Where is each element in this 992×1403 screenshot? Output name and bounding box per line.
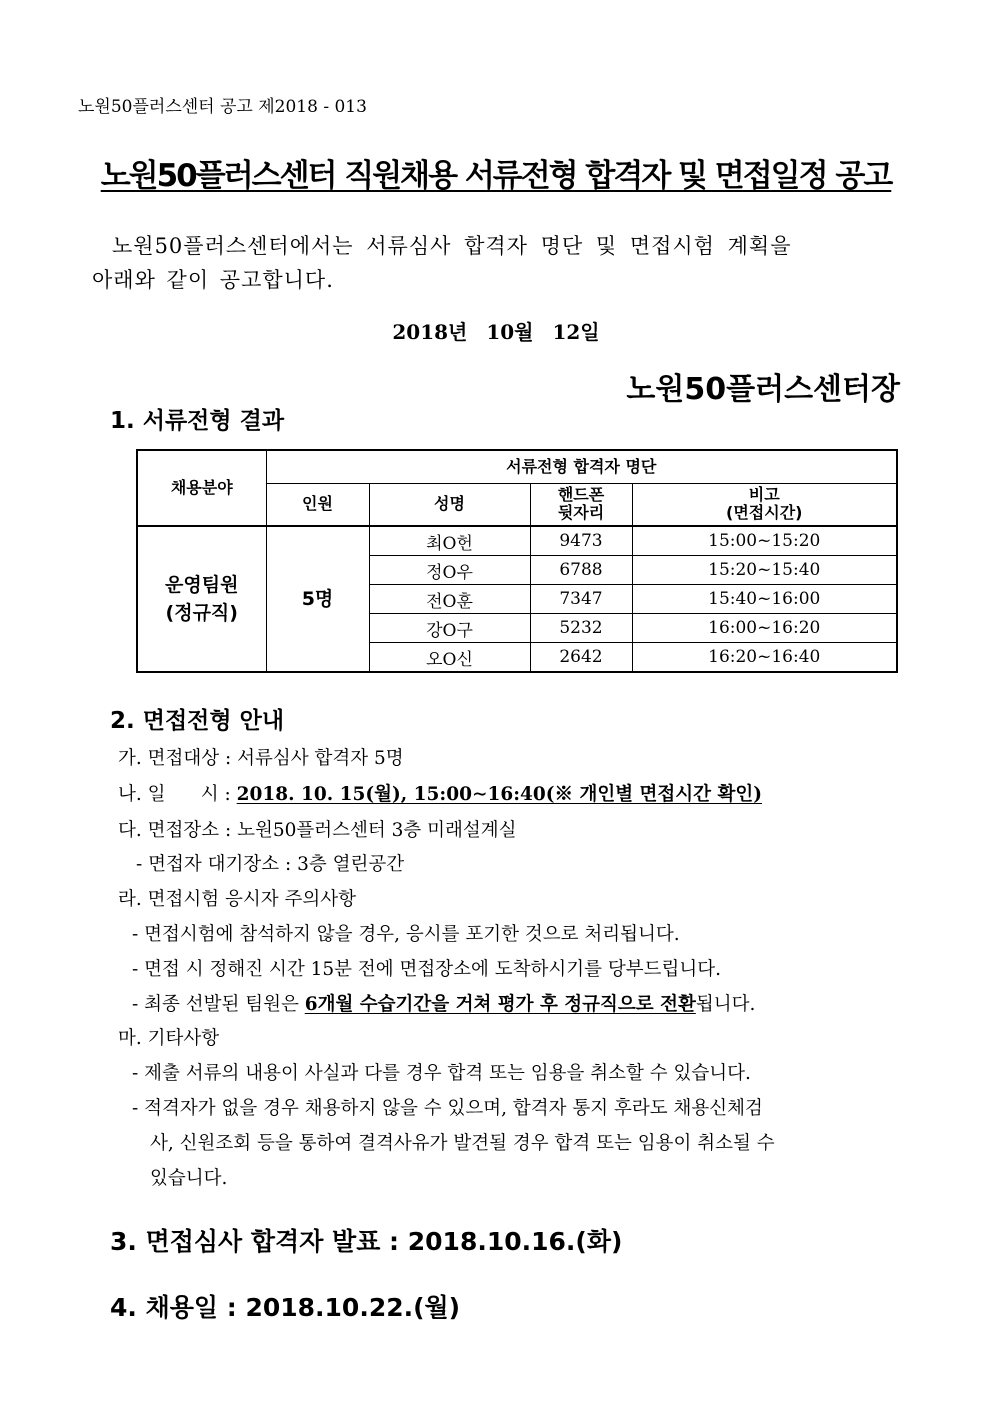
intro-line-1: 노원50플러스센터에서는 서류심사 합격자 명단 및 면접시험 계획을 — [112, 234, 792, 258]
col-header-field: 채용분야 — [137, 450, 266, 526]
col-header-name: 성명 — [369, 483, 530, 526]
item-d3-emphasis: 6개월 수습기간을 거쳐 평가 후 정규직으로 전환 — [304, 994, 696, 1015]
item-d3 — [132, 990, 755, 1016]
cell-time: 15:40~16:00 — [632, 585, 897, 614]
cell-time: 16:00~16:20 — [632, 614, 897, 643]
signer: 노원50플러스센터장 — [626, 372, 900, 407]
item-d3-pre: - 최종 선발된 팀원은 — [132, 994, 305, 1015]
cell-name: 최O헌 — [369, 526, 530, 556]
cell-phone: 6788 — [530, 556, 632, 585]
cell-name: 전O훈 — [369, 585, 530, 614]
item-d: 라. 면접시험 응시자 주의사항 — [118, 889, 356, 910]
item-b — [118, 780, 762, 806]
section-1-heading: 1. 서류전형 결과 — [110, 408, 285, 434]
cell-name: 오O신 — [369, 643, 530, 673]
field-line-1: 운영팀원 — [165, 574, 239, 596]
item-c-sub: - 면접자 대기장소 : 3층 열린공간 — [136, 854, 405, 875]
cell-phone: 2642 — [530, 643, 632, 673]
page-title — [0, 150, 992, 195]
document-number: 노원50플러스센터 공고 제2018 - 013 — [78, 97, 367, 117]
item-b-value: 2018. 10. 15(월), 15:00∼16:40(※ 개인별 면접시간 확인) — [236, 784, 762, 805]
section-2-heading: 2. 면접전형 안내 — [110, 708, 285, 734]
cell-count: 5명 — [266, 526, 369, 672]
item-d1: - 면접시험에 참석하지 않을 경우, 응시를 포기한 것으로 처리됩니다. — [132, 924, 680, 945]
cell-name: 강O구 — [369, 614, 530, 643]
intro-line-2: 아래와 같이 공고합니다. — [92, 268, 334, 292]
cell-phone: 7347 — [530, 585, 632, 614]
col-header-phone-line2: 뒷자리 — [557, 503, 605, 523]
cell-field — [137, 526, 266, 672]
col-header-phone-line1: 핸드폰 — [557, 485, 605, 505]
item-d2: - 면접 시 정해진 시간 15분 전에 면접장소에 도착하시기를 당부드립니다. — [132, 959, 721, 980]
item-a: 가. 면접대상 : 서류심사 합격자 5명 — [118, 748, 404, 769]
announcement-date: 2018년 10월 12일 — [392, 320, 600, 344]
item-e1: - 제출 서류의 내용이 사실과 다를 경우 합격 또는 임용을 취소할 수 있습니다. — [132, 1063, 751, 1084]
col-header-note — [632, 483, 897, 526]
item-d3-post: 됩니다. — [695, 994, 756, 1015]
col-header-count: 인원 — [266, 483, 369, 526]
item-e2-line1: - 적격자가 없을 경우 채용하지 않을 수 있으며, 합격자 통지 후라도 채용신체검 — [132, 1098, 763, 1119]
cell-name: 정O우 — [369, 556, 530, 585]
result-table — [136, 449, 898, 673]
cell-phone: 9473 — [530, 526, 632, 556]
field-line-2: (정규직) — [165, 602, 238, 624]
item-c: 다. 면접장소 : 노원50플러스센터 3층 미래설계실 — [118, 820, 517, 841]
title-text: 노원50플러스센터 직원채용 서류전형 합격자 및 면접일정 공고 — [100, 158, 892, 194]
table-row — [137, 526, 897, 556]
item-e2-line3: 있습니다. — [150, 1168, 228, 1189]
col-header-phone — [530, 483, 632, 526]
item-e2-line2: 사, 신원조회 등을 통하여 결격사유가 발견될 경우 합격 또는 임용이 취소될 수 — [150, 1133, 775, 1154]
col-header-note-line1: 비고 — [748, 485, 780, 505]
section-3-heading: 3. 면접심사 합격자 발표 : 2018.10.16.(화) — [110, 1227, 623, 1256]
item-b-label: 나. 일 시 : — [118, 784, 237, 805]
cell-phone: 5232 — [530, 614, 632, 643]
group-header: 서류전형 합격자 명단 — [266, 450, 897, 483]
cell-time: 15:20~15:40 — [632, 556, 897, 585]
col-header-note-line2: (면접시간) — [726, 503, 803, 523]
cell-time: 15:00~15:20 — [632, 526, 897, 556]
cell-time: 16:20~16:40 — [632, 643, 897, 673]
section-4-heading: 4. 채용일 : 2018.10.22.(월) — [110, 1293, 461, 1322]
item-e: 마. 기타사항 — [118, 1028, 220, 1049]
